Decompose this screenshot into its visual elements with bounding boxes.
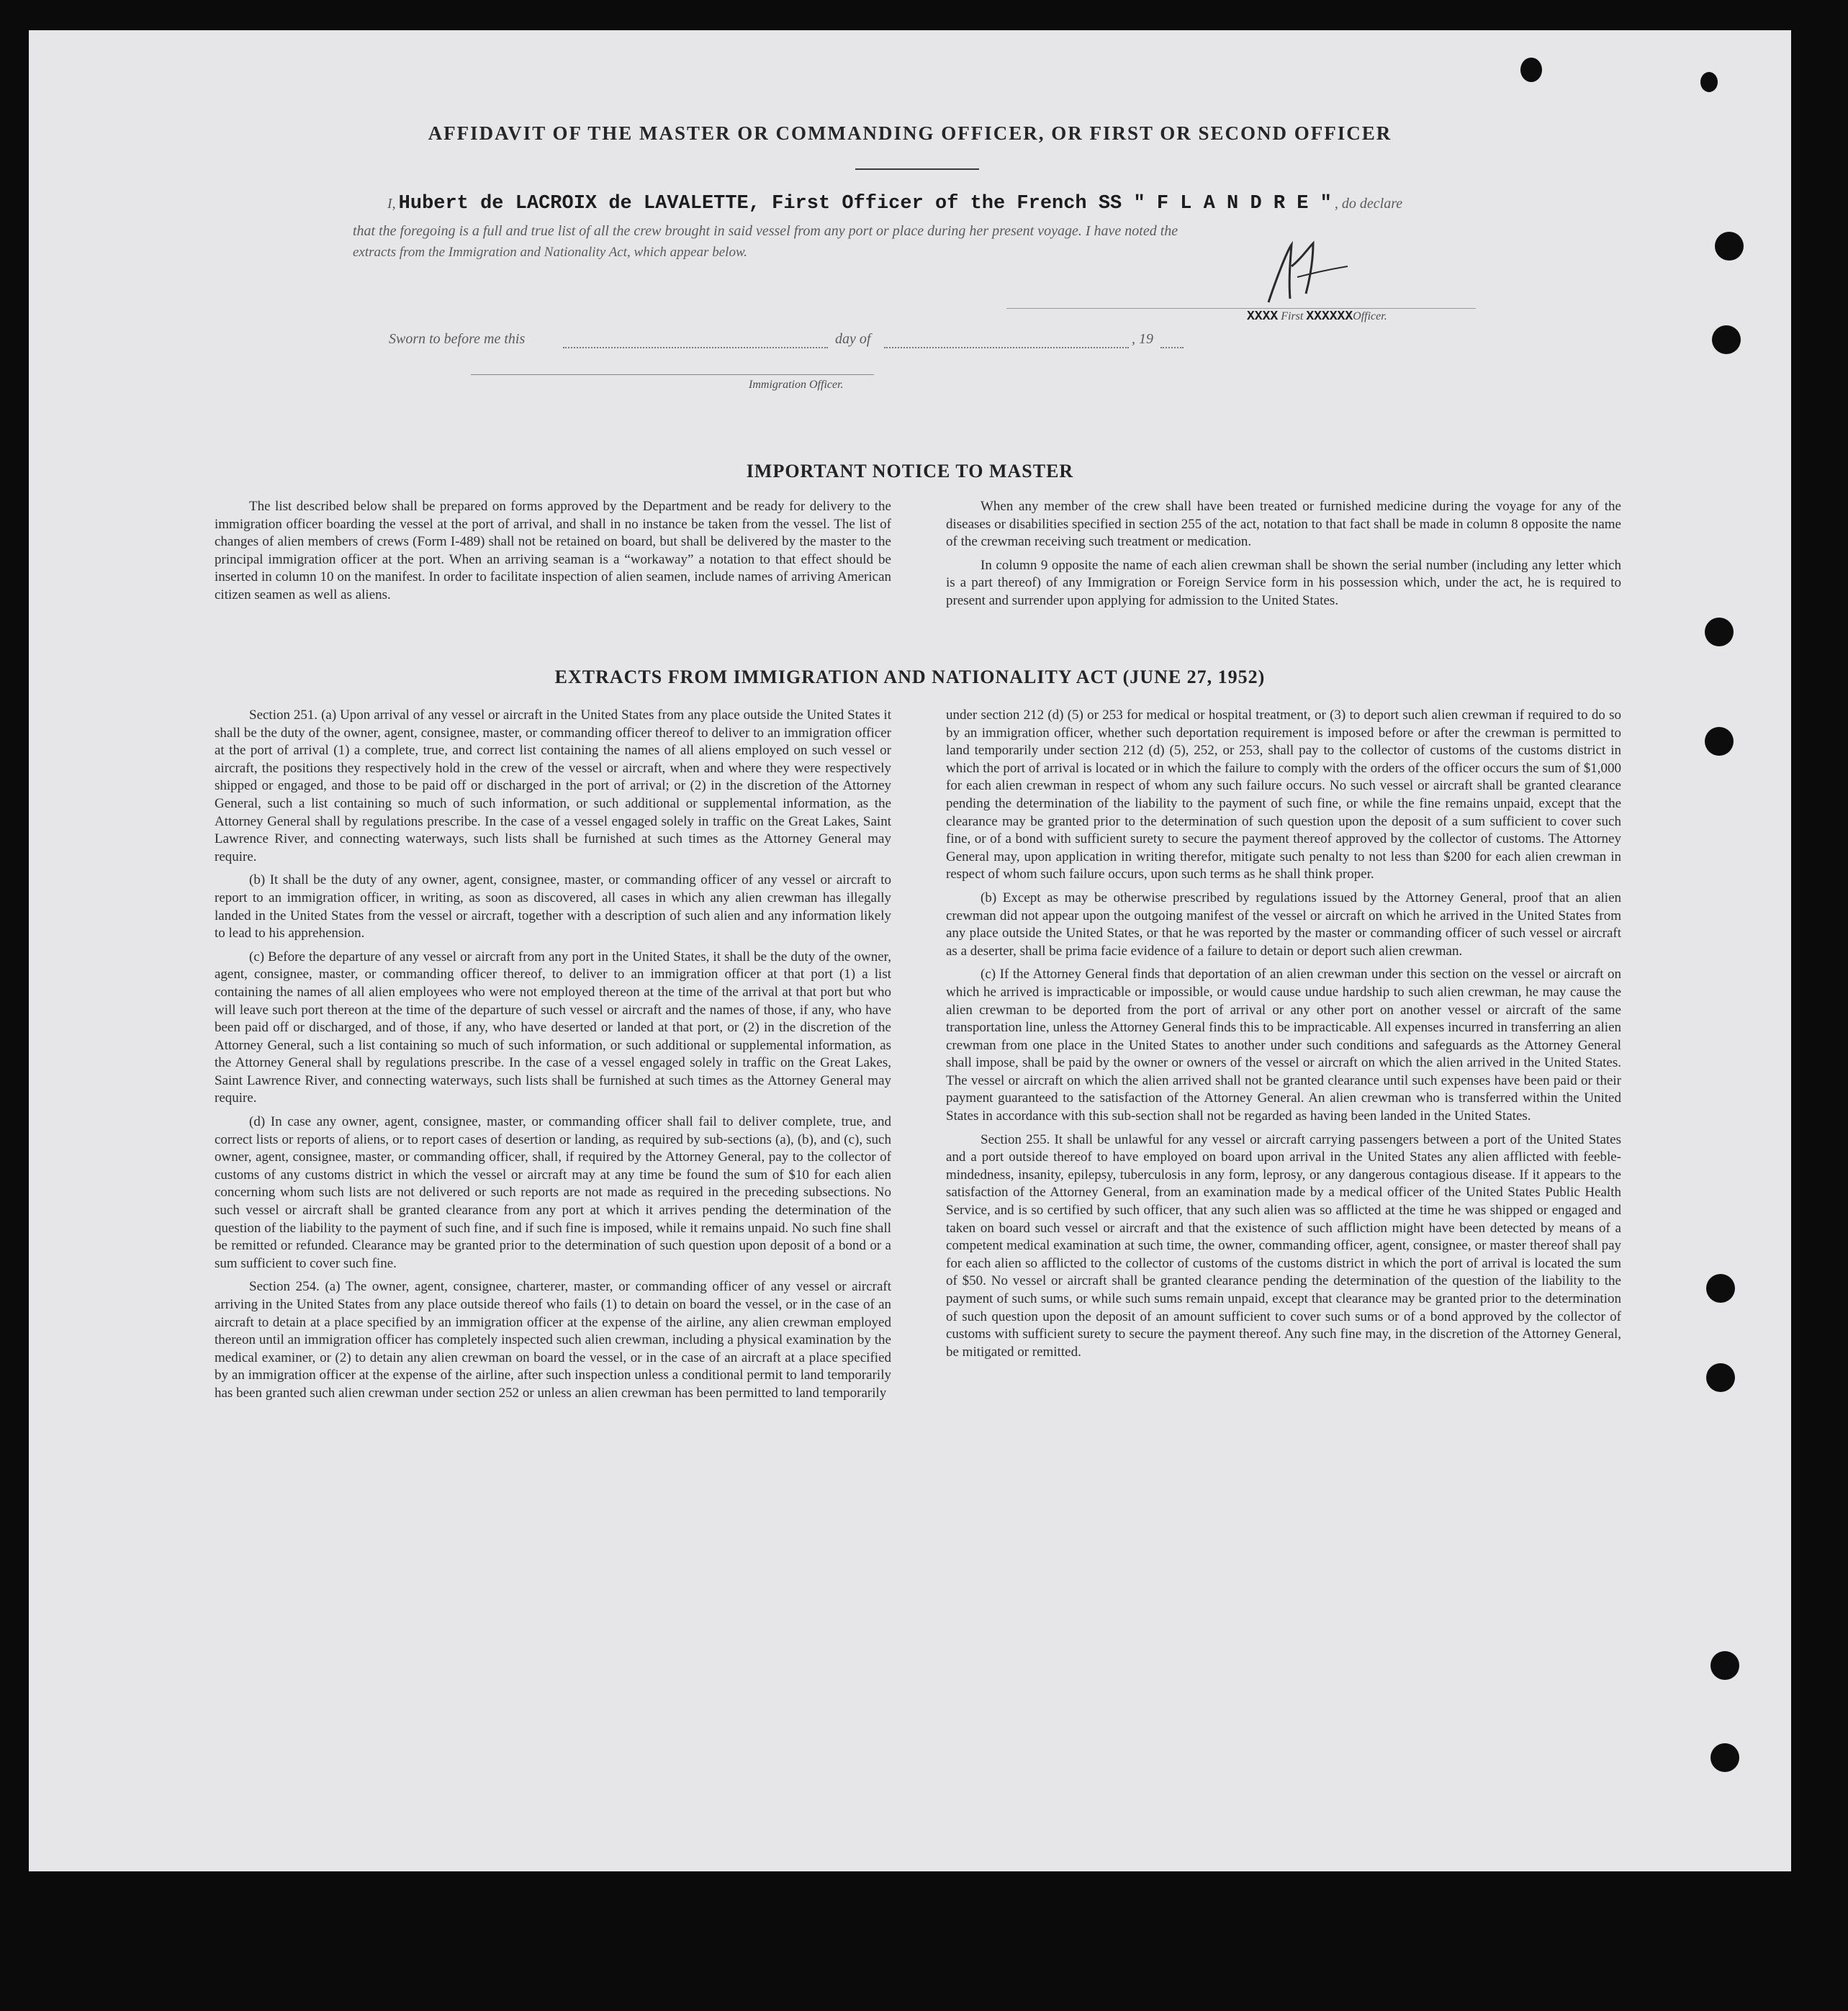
punch-hole	[1700, 72, 1718, 92]
section-254-a-continued: under section 212 (d) (5) or 253 for medical or hospital treatment, or (3) to deport such alien crewman if required to do so by an immigration officer, whether such deportation requirement is imposed before or after the crewman is permitted to land temporarily under section 212 (d) (5), 252, or 253, shall pay to the collector of customs of the customs district in which the port of arrival is located or in which the failure to comply with the orders of the officer occurs the sum of $1,000 for each alien crewman in respect of whom any such failure occurs. No such vessel or aircraft shall be granted clearance pending the determination of the liability to the payment of such fine, or while the fine remains unpaid, except that the clearance may be granted prior to the determination of such question upon the deposit of a sum sufficient to cover such fine, or of a bond with sufficient surety to secure the payment thereof approved by the collector of customs. The Attorney General may, upon application in writing therefor, mitigate such penalty to not less than $200 for each alien crewman in respect of whom such failure occurs, upon such terms as he shall think proper.	[946, 708, 1621, 882]
officer-label: Officer.	[1353, 310, 1387, 322]
handwritten-signature	[1247, 238, 1355, 309]
notice-right-paragraph-2: In column 9 opposite the name of each alien crewman shall be shown the serial number (including any letter which is a part thereof) of any Immigration or Foreign Service form in his possession which, under the act, he is required to present and surrender upon applying for admission to the United States.	[946, 557, 1621, 608]
officer-signature-line	[1006, 308, 1476, 309]
sworn-year-line	[1160, 347, 1184, 348]
officer-first-label: First	[1281, 310, 1304, 322]
punch-hole	[1715, 232, 1744, 261]
notice-right-column	[946, 498, 1621, 616]
do-declare-text: , do declare	[1334, 196, 1403, 212]
section-251-d: (d) In case any owner, agent, consignee, master, or commanding officer shall fail to deliver complete, true, and correct lists or reports of aliens, or to report cases of desertion or landing, as required by sub-sections (a), (b), and (c), such owner, agent, consignee, master, or commanding officer, shall, if required by the Attorney General, pay to the collector of customs of any customs district in which the vessel or aircraft may at any time be found the sum of $10 for each alien concerning whom such lists are not delivered or such reports are not made as required in the preceding subsections. No such vessel or aircraft shall be granted clearance from any port at which it arrives pending the determination of the question of the liability to the payment of such fine, and if such fine is imposed, while it remains unpaid. No such fine shall be remitted or refunded. Clearance may be granted prior to the determination of such question upon deposit of a bond or a sum sufficient to cover such fine.	[215, 1114, 891, 1271]
punch-hole	[1710, 1651, 1739, 1680]
sworn-month-line	[884, 347, 1129, 348]
immigration-officer-line	[471, 374, 874, 375]
sworn-text: Sworn to before me this	[389, 331, 526, 347]
extracts-left-column	[215, 707, 891, 1409]
punch-hole	[1712, 325, 1741, 354]
strike-typed-2: XXXXXX	[1306, 309, 1353, 324]
declaration-prefix: I,	[387, 196, 396, 212]
extracts-right-column	[946, 707, 1621, 1367]
notice-left-column	[215, 498, 891, 610]
punch-hole	[1706, 1274, 1735, 1303]
notice-title: IMPORTANT NOTICE TO MASTER	[746, 461, 1074, 482]
affidavit-title: AFFIDAVIT OF THE MASTER OR COMMANDING OFFICER, OR FIRST OR SECOND OFFICER	[428, 122, 1392, 144]
punch-hole	[1710, 1743, 1739, 1772]
strike-typed-1: XXXX	[1247, 309, 1279, 324]
title-underline	[855, 168, 979, 170]
section-254-b: (b) Except as may be otherwise prescribed by regulations issued by the Attorney General, proof that an alien crewman did not appear upon the outgoing manifest of the vessel or aircraft on which he arrived in the United States from any place outside the United States, or that he was reported by the master or commanding officer of such vessel or aircraft as a deserter, shall be prima facie evidence of a failure to detain or deport such alien crewman.	[946, 890, 1621, 959]
punch-hole	[1706, 1363, 1735, 1392]
punch-hole	[1705, 618, 1734, 646]
typed-officer-name: Hubert de LACROIX de LAVALETTE, First Officer of the French SS " F L A N D R E "	[398, 193, 1332, 214]
notice-left-paragraph: The list described below shall be prepared on forms approved by the Department and be ready for delivery to the immigration officer boarding the vessel at the port of arrival, and shall in no instance be taken from the vessel. The list of changes of alien members of crews (Form I-489) shall not be retained on board, but shall be delivered by the master to the principal immigration officer at the port. When an arriving seaman is a “workaway” a notation to that effect should be inserted in column 10 on the manifest. In order to facilitate inspection of alien seamen, include names of arriving American citizen seamen as well as aliens.	[215, 499, 891, 602]
punch-hole	[1705, 727, 1734, 756]
section-251-b: (b) It shall be the duty of any owner, agent, consignee, master, or commanding officer of any vessel or aircraft to report to an immigration officer, in writing, as soon as discovered, all cases in which any alien crewman has illegally landed in the United States from the vessel or aircraft, together with a description of such alien and any information likely to lead to his apprehension.	[215, 872, 891, 941]
sworn-day-line	[563, 347, 828, 348]
section-255: Section 255. It shall be unlawful for any vessel or aircraft carrying passengers between a port of the United States and a port outside thereof to have employed on board upon arrival in the United States any alien afflicted with feeble-mindedness, insanity, epilepsy, tuberculosis in any form, leprosy, or any dangerous contagious disease. If it appears to the satisfaction of the Attorney General, from an examination made by a medical officer of the United States Public Health Service, and is so certified by such officer, that any such alien was so afflicted at the time he was shipped or engaged and taken on board such vessel or aircraft and that the existence of such affliction might have been detected by means of a competent medical examination at such time, the owner, commanding officer, agent, consignee, or master thereof shall pay for each alien so afflicted to the collector of customs of the customs district in which the port of arrival is located the sum of $50. No vessel or aircraft shall be granted clearance pending the determination of the question of the liability to the payment of such sums, or while such sums remain unpaid, except that clearance may be granted prior to the determination of such question upon the deposit of an amount sufficient to cover such sums or of a bond approved by the collector of customs with sufficient surety to secure the payment thereof. Any such fine may, in the discretion of the Attorney General, be mitigated or remitted.	[946, 1131, 1621, 1360]
section-254-a: Section 254. (a) The owner, agent, consignee, charterer, master, or commanding officer of any vessel or aircraft arriving in the United States from any place outside thereof who fails (1) to detain on board the vessel, or in the case of an aircraft to detain at a place specified by an immigration officer at the expense of the airline, any alien crewman employed thereon until an immigration officer has completely inspected such alien crewman, including a physical examination by the medical examiner, or (2) to detain any alien crewman on board the vessel, or in the case of an aircraft at a place specified by an immigration officer at the expense of the airline, after such inspection unless a conditional permit to land temporarily has been granted such alien crewman under section 252 or unless an alien crewman has been permitted to land temporarily	[215, 1279, 891, 1401]
officer-title-line	[1247, 309, 1387, 324]
immigration-officer-label: Immigration Officer.	[749, 379, 844, 391]
extracts-title: EXTRACTS FROM IMMIGRATION AND NATIONALITY ACT (JUNE 27, 1952)	[554, 666, 1266, 687]
punch-hole	[1520, 58, 1542, 82]
document-page	[29, 30, 1791, 1871]
declaration-line-3: extracts from the Immigration and Nationality Act, which appear below.	[353, 245, 747, 260]
section-254-c: (c) If the Attorney General finds that deportation of an alien crewman under this section on the vessel or aircraft on which he arrived is impracticable or impossible, or would cause undue hardship to such alien crewman, he may cause the alien crewman to be deported from the port of arrival or any other port on another vessel or aircraft of the same transportation line, unless the Attorney General finds this to be impracticable. All expenses incurred in transferring an alien crewman from one place in the United States to another under such conditions and safeguards as the Attorney General shall impose, shall be paid by the owner or owners of the vessel or aircraft on which the alien arrived in the United States. The vessel or aircraft on which the alien arrived shall not be granted clearance until such expenses have been paid or their payment guaranteed to the satisfaction of the Attorney General. An alien crewman who is transferred within the United States in accordance with this sub-section shall not be regarded as having been landed in the United States.	[946, 967, 1621, 1124]
section-251-a: Section 251. (a) Upon arrival of any vessel or aircraft in the United States from any place outside the United States it shall be the duty of the owner, agent, consignee, master, or commanding officer thereof to deliver to an immigration officer at the port of arrival (1) a complete, true, and correct list containing the names of all aliens employed on such vessel or aircraft, the positions they respectively hold in the crew of the vessel or aircraft, when and where they were respectively shipped or engaged, and those to be paid off or discharged in the port of arrival; or (2) in the discretion of the Attorney General, such a list containing so much of such information, or such additional or supplemental information, as the Attorney General shall by regulations prescribe. In the case of a vessel engaged solely in traffic on the Great Lakes, Saint Lawrence River, and connecting waterways, such lists shall be furnished at such times as the Attorney General may require.	[215, 708, 891, 864]
section-251-c: (c) Before the departure of any vessel or aircraft from any port in the United States, it shall be the duty of the owner, agent, consignee, master, or commanding officer thereof, to deliver to an immigration officer at that port (1) a list containing the names of all alien employees who were not employed thereon at the time of the arrival at that port but who will leave such port thereon at the time of the departure of such vessel or aircraft and the names of those, if any, who have been paid off or discharged, and of those, if any, who have deserted or landed at that port, or (2) in the discretion of the Attorney General, such a list containing so much of such information, or such additional or supplemental information, as the Attorney General shall by regulations prescribe. In the case of a vessel engaged solely in traffic on the Great Lakes, Saint Lawrence River, and connecting waterways, such lists shall be furnished at such times as the Attorney General may require.	[215, 949, 891, 1106]
year-text: , 19	[1132, 331, 1153, 347]
declaration-line-1	[387, 193, 1402, 214]
notice-right-paragraph-1: When any member of the crew shall have been treated or furnished medicine during the voyage for any of the diseases or disabilities specified in section 255 of the act, notation to that fact shall be made in column 8 opposite the name of the crewman receiving such treatment or medication.	[946, 499, 1621, 550]
day-of-text: day of	[835, 331, 871, 347]
declaration-line-2: that the foregoing is a full and true list of all the crew brought in said vessel from any port or place during her present voyage. I have noted the	[353, 223, 1178, 239]
